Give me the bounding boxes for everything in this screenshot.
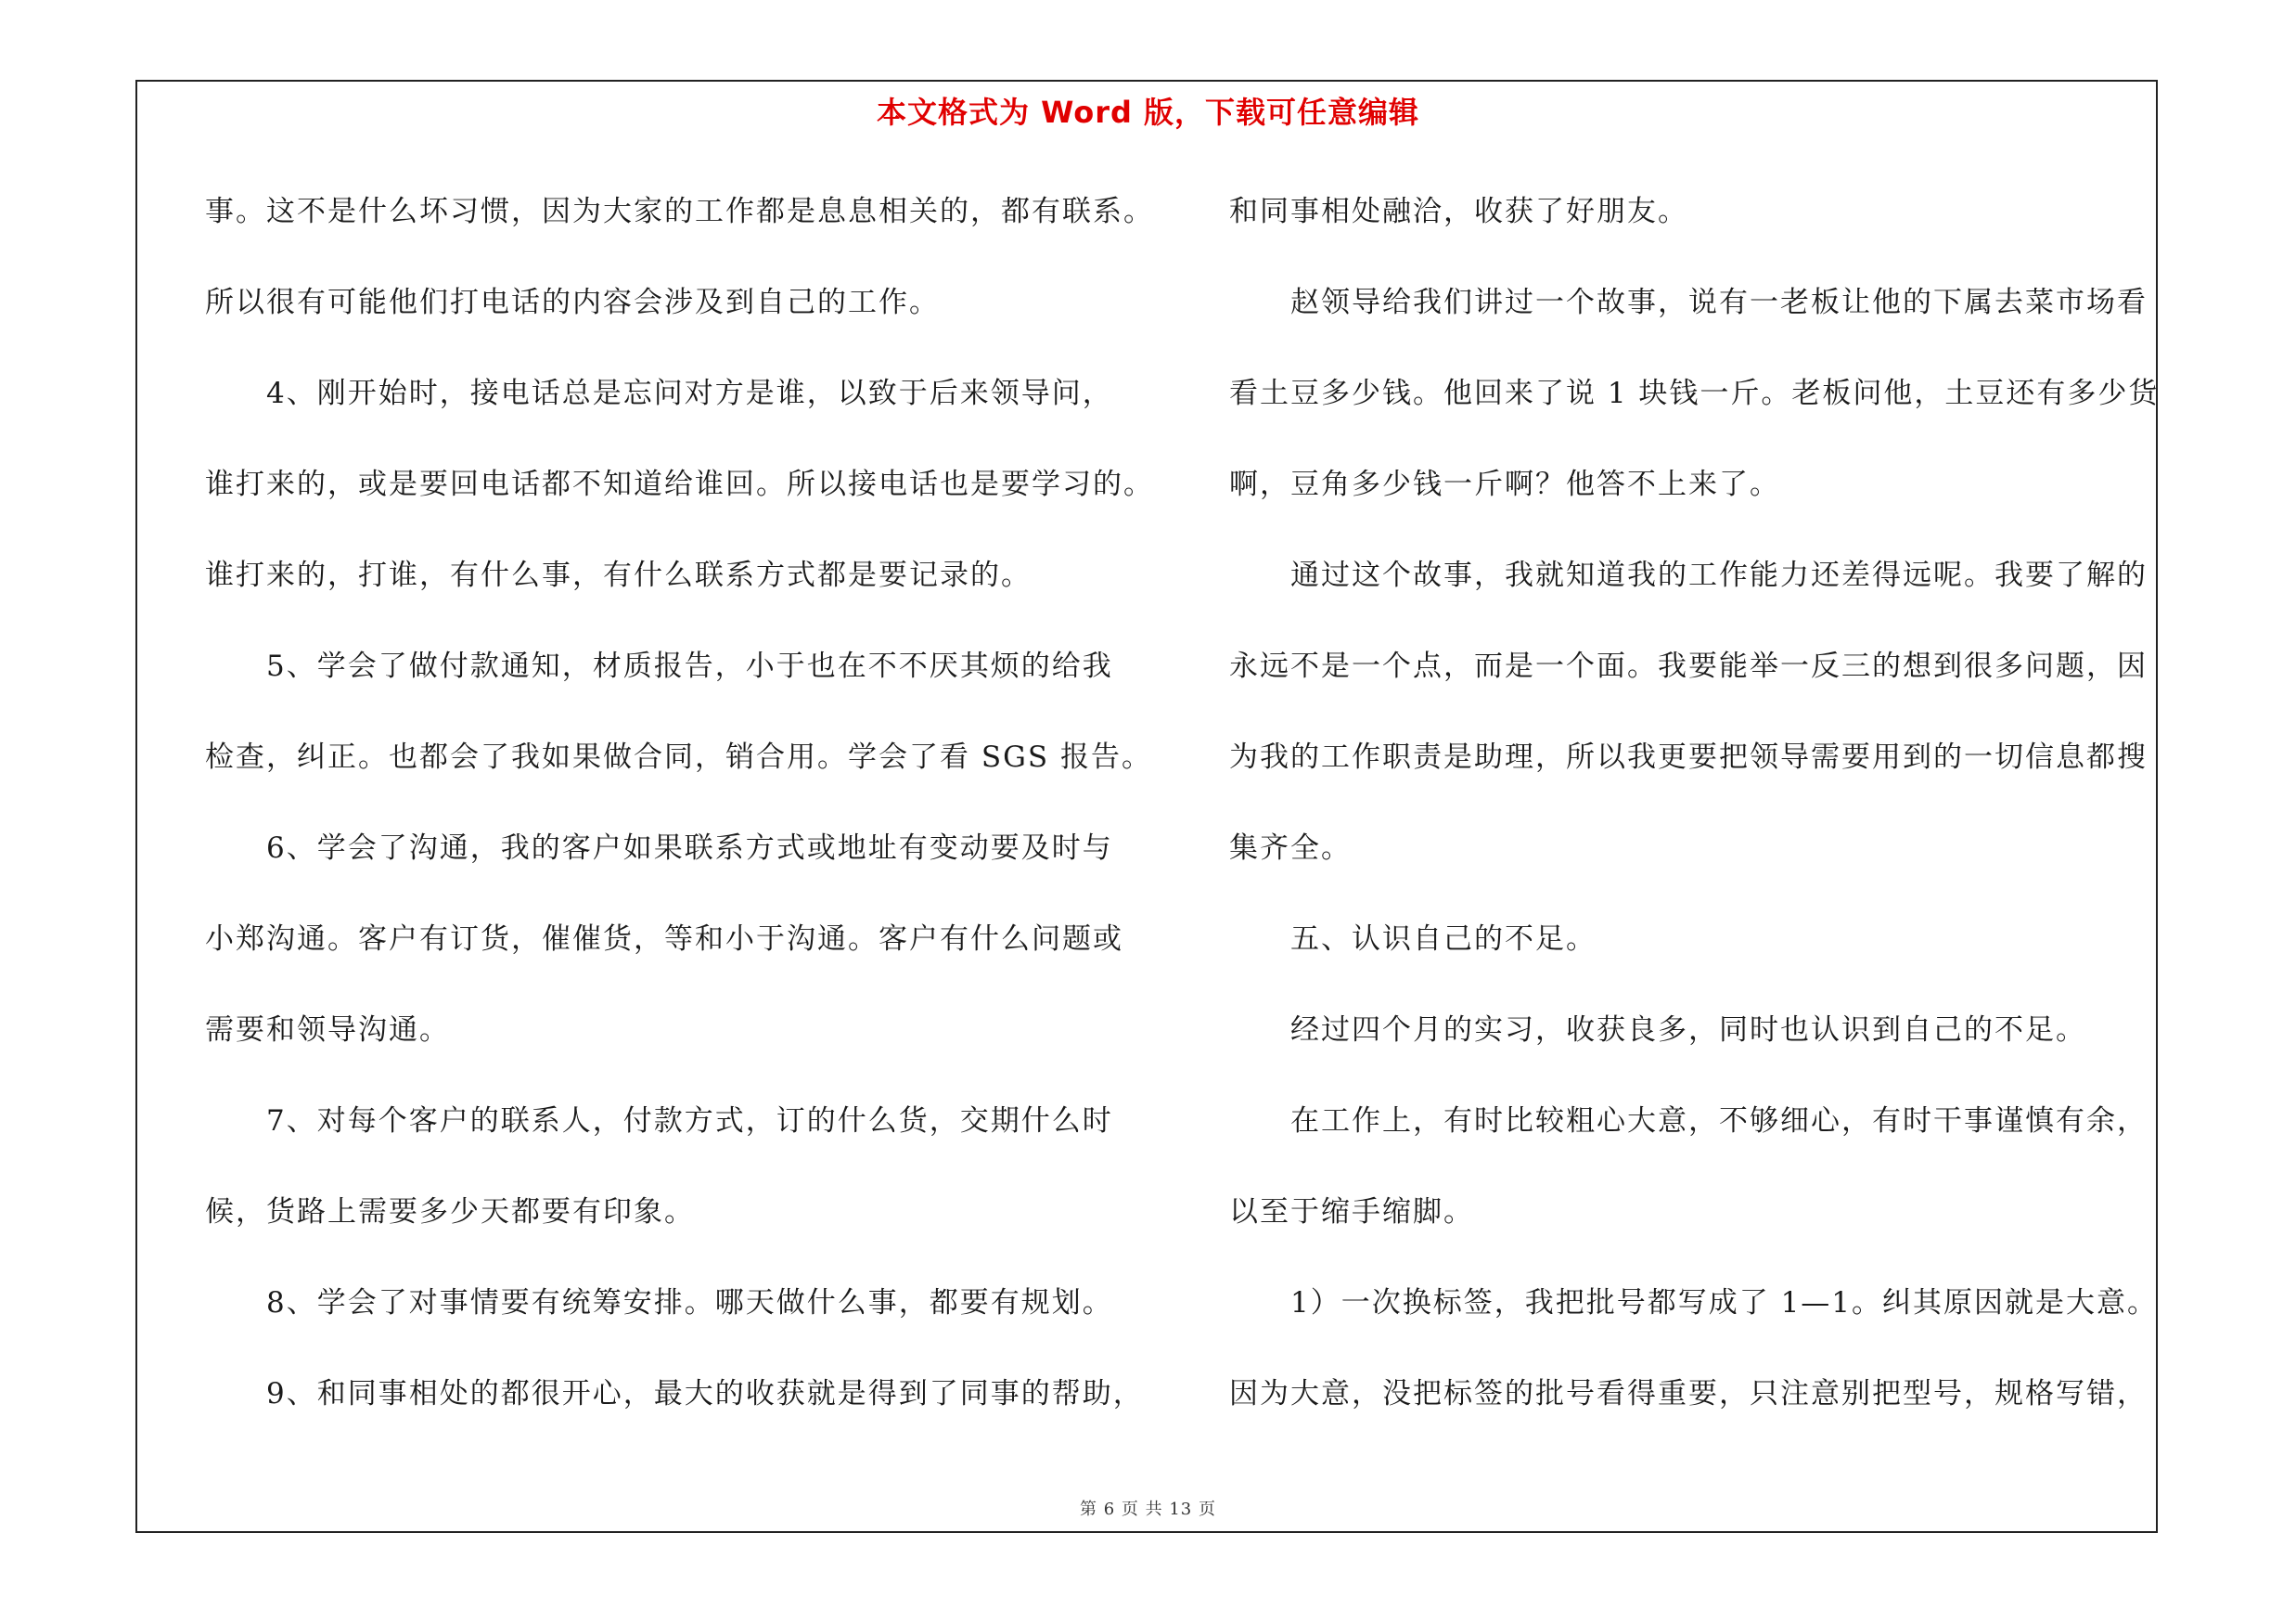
left-line: 检查，纠正。也都会了我如果做合同，销合用。学会了看 SGS 报告。 bbox=[205, 741, 1152, 774]
left-line: 7、对每个客户的联系人，付款方式，订的什么货，交期什么时 bbox=[266, 1104, 1113, 1138]
left-line: 8、学会了对事情要有统筹安排。哪天做什么事，都要有规划。 bbox=[266, 1286, 1113, 1320]
right-line: 和同事相处融洽，收获了好朋友。 bbox=[1229, 195, 1688, 228]
left-line: 事。这不是什么坏习惯，因为大家的工作都是息息相关的，都有联系。 bbox=[205, 195, 1154, 228]
right-line: 永远不是一个点，而是一个面。我要能举一反三的想到很多问题，因 bbox=[1229, 650, 2148, 683]
right-line: 经过四个月的实习，收获良多，同时也认识到自己的不足。 bbox=[1290, 1013, 2086, 1047]
right-line: 为我的工作职责是助理，所以我更要把领导需要用到的一切信息都搜 bbox=[1229, 741, 2148, 774]
page-number-footer: 第 6 页 共 13 页 bbox=[1080, 1500, 1216, 1519]
left-text-column bbox=[205, 182, 1161, 1455]
right-line: 通过这个故事，我就知道我的工作能力还差得远呢。我要了解的 bbox=[1290, 559, 2148, 592]
left-line: 谁打来的，打谁，有什么事，有什么联系方式都是要记录的。 bbox=[205, 559, 1032, 592]
left-line: 候，货路上需要多少天都要有印象。 bbox=[205, 1195, 695, 1229]
right-line: 看土豆多少钱。他回来了说 1 块钱一斤。老板问他，土豆还有多少货 bbox=[1229, 377, 2160, 410]
left-line: 4、刚开始时，接电话总是忘问对方是谁，以致于后来领导问， bbox=[266, 377, 1113, 410]
left-line: 9、和同事相处的都很开心，最大的收获就是得到了同事的帮助， bbox=[266, 1377, 1144, 1410]
format-notice-banner: 本文格式为 Word 版，下载可任意编辑 bbox=[876, 95, 1420, 130]
right-line: 啊，豆角多少钱一斤啊？他答不上来了。 bbox=[1229, 468, 1780, 501]
left-line: 小郑沟通。客户有订货，催催货，等和小于沟通。客户有什么问题或 bbox=[205, 922, 1123, 956]
right-line: 五、认识自己的不足。 bbox=[1290, 922, 1597, 956]
right-line: 集齐全。 bbox=[1229, 831, 1352, 865]
left-line: 谁打来的，或是要回电话都不知道给谁回。所以接电话也是要学习的。 bbox=[205, 468, 1154, 501]
right-line: 以至于缩手缩脚。 bbox=[1229, 1195, 1474, 1229]
right-text-column bbox=[1229, 182, 2160, 1455]
right-line: 1）一次换标签，我把批号都写成了 1—1。纠其原因就是大意。 bbox=[1290, 1286, 2159, 1320]
right-line: 因为大意，没把标签的批号看得重要，只注意别把型号，规格写错， bbox=[1229, 1377, 2148, 1410]
left-line: 5、学会了做付款通知，材质报告，小于也在不不厌其烦的给我 bbox=[266, 650, 1113, 683]
left-line: 6、学会了沟通，我的客户如果联系方式或地址有变动要及时与 bbox=[266, 831, 1113, 865]
right-line: 在工作上，有时比较粗心大意，不够细心，有时干事谨慎有余， bbox=[1290, 1104, 2148, 1138]
left-line: 需要和领导沟通。 bbox=[205, 1013, 450, 1047]
left-line: 所以很有可能他们打电话的内容会涉及到自己的工作。 bbox=[205, 286, 940, 319]
right-line: 赵领导给我们讲过一个故事，说有一老板让他的下属去菜市场看 bbox=[1290, 286, 2148, 319]
